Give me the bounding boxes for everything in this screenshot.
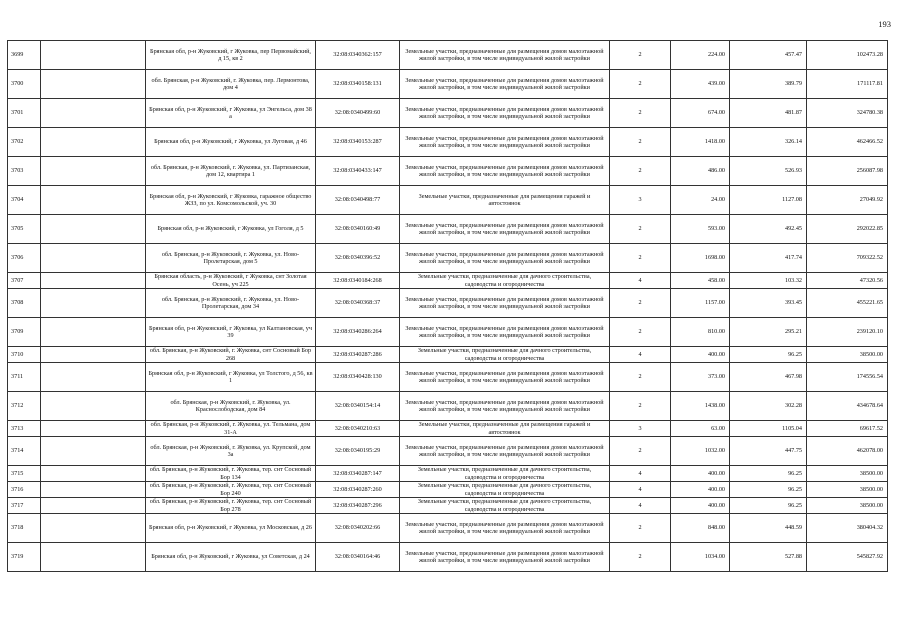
cadastral-value-cell: 239120.10 bbox=[807, 318, 888, 347]
cadastral-number-cell: 32:08:0340433:147 bbox=[316, 157, 400, 186]
land-purpose-cell: Земельные участки, предназначенные для размещения домов малоэтажной жилой застройки, в том числе индивидуальной жилой застройки bbox=[400, 99, 610, 128]
unit-value-cell: 1105.04 bbox=[730, 421, 807, 437]
blank-cell bbox=[41, 437, 146, 466]
blank-cell bbox=[41, 421, 146, 437]
group-cell: 2 bbox=[610, 289, 671, 318]
cadastral-value-cell: 292022.85 bbox=[807, 215, 888, 244]
blank-cell bbox=[41, 514, 146, 543]
group-cell: 4 bbox=[610, 273, 671, 289]
land-purpose-cell: Земельные участки, предназначенные для размещения домов малоэтажной жилой застройки, в том числе индивидуальной жилой застройки bbox=[400, 157, 610, 186]
blank-cell bbox=[41, 41, 146, 70]
area-cell: 848.00 bbox=[671, 514, 730, 543]
unit-value-cell: 492.45 bbox=[730, 215, 807, 244]
cadastral-number-cell: 32:08:0340368:37 bbox=[316, 289, 400, 318]
cadastral-number-cell: 32:08:0340210:63 bbox=[316, 421, 400, 437]
land-purpose-cell: Земельные участки, предназначенные для размещения домов малоэтажной жилой застройки, в том числе индивидуальной жилой застройки bbox=[400, 514, 610, 543]
blank-cell bbox=[41, 186, 146, 215]
unit-value-cell: 526.93 bbox=[730, 157, 807, 186]
area-cell: 1438.00 bbox=[671, 392, 730, 421]
unit-value-cell: 302.28 bbox=[730, 392, 807, 421]
table-row bbox=[8, 99, 888, 128]
area-cell: 439.00 bbox=[671, 70, 730, 99]
table-row bbox=[8, 543, 888, 572]
table-row bbox=[8, 273, 888, 289]
cadastral-value-cell: 462078.00 bbox=[807, 437, 888, 466]
cadastral-value-cell: 171117.81 bbox=[807, 70, 888, 99]
address-cell: обл. Брянская, р-н Жуковский, г. Жуковка, ул. Тельмана, дом 31-А bbox=[146, 421, 316, 437]
row-number: 3715 bbox=[8, 466, 41, 482]
cadastral-number-cell: 32:08:0340158:131 bbox=[316, 70, 400, 99]
group-cell: 2 bbox=[610, 215, 671, 244]
row-number: 3712 bbox=[8, 392, 41, 421]
address-cell: Брянская обл, р-н Жуковский, г Жуковка, гаражное общество ЖЗЗ, по ул. Комсомольской, уч. 30 bbox=[146, 186, 316, 215]
blank-cell bbox=[41, 466, 146, 482]
address-cell: обл. Брянская, р-н Жуковский, г. Жуковка, тер. снт Сосновый Бор 240 bbox=[146, 482, 316, 498]
row-number: 3709 bbox=[8, 318, 41, 347]
row-number: 3713 bbox=[8, 421, 41, 437]
area-cell: 1698.00 bbox=[671, 244, 730, 273]
land-purpose-cell: Земельные участки, предназначенные для дачного строительства, садоводства и огородничества bbox=[400, 498, 610, 514]
cadastral-number-cell: 32:08:0340362:157 bbox=[316, 41, 400, 70]
table-row bbox=[8, 128, 888, 157]
table-row bbox=[8, 347, 888, 363]
address-cell: обл. Брянская, р-н Жуковский, г. Жуковка, тер. снт Сосновый Бор 134 bbox=[146, 466, 316, 482]
area-cell: 400.00 bbox=[671, 466, 730, 482]
table-row bbox=[8, 215, 888, 244]
row-number: 3707 bbox=[8, 273, 41, 289]
group-cell: 2 bbox=[610, 437, 671, 466]
table-row bbox=[8, 421, 888, 437]
blank-cell bbox=[41, 498, 146, 514]
cadastral-number-cell: 32:08:0340428:130 bbox=[316, 363, 400, 392]
address-cell: Брянская обл, р-н Жуковский, г Жуковка, ул Луговая, д 46 bbox=[146, 128, 316, 157]
address-cell: обл. Брянская, р-н Жуковский, г. Жуковка, ул. Партизанская, дом 12, квартира 1 bbox=[146, 157, 316, 186]
group-cell: 4 bbox=[610, 482, 671, 498]
row-number: 3701 bbox=[8, 99, 41, 128]
row-number: 3704 bbox=[8, 186, 41, 215]
row-number: 3714 bbox=[8, 437, 41, 466]
row-number: 3705 bbox=[8, 215, 41, 244]
group-cell: 2 bbox=[610, 244, 671, 273]
land-purpose-cell: Земельные участки, предназначенные для дачного строительства, садоводства и огородничества bbox=[400, 273, 610, 289]
group-cell: 3 bbox=[610, 421, 671, 437]
table-row bbox=[8, 157, 888, 186]
cadastral-value-cell: 545827.92 bbox=[807, 543, 888, 572]
area-cell: 1032.00 bbox=[671, 437, 730, 466]
cadastral-number-cell: 32:08:0340287:296 bbox=[316, 498, 400, 514]
blank-cell bbox=[41, 273, 146, 289]
cadastral-number-cell: 32:08:0340195:29 bbox=[316, 437, 400, 466]
area-cell: 1157.00 bbox=[671, 289, 730, 318]
cadastral-number-cell: 32:08:0340286:264 bbox=[316, 318, 400, 347]
group-cell: 2 bbox=[610, 128, 671, 157]
land-purpose-cell: Земельные участки, предназначенные для размещения гаражей и автостоянок bbox=[400, 421, 610, 437]
land-purpose-cell: Земельные участки, предназначенные для размещения домов малоэтажной жилой застройки, в том числе индивидуальной жилой застройки bbox=[400, 70, 610, 99]
unit-value-cell: 417.74 bbox=[730, 244, 807, 273]
group-cell: 2 bbox=[610, 318, 671, 347]
address-cell: Брянская обл, р-н Жуковский, г Жуковка, ул Энгельса, дом 38 а bbox=[146, 99, 316, 128]
row-number: 3719 bbox=[8, 543, 41, 572]
cadastral-number-cell: 32:08:0340396:52 bbox=[316, 244, 400, 273]
cadastral-number-cell: 32:08:0340202:66 bbox=[316, 514, 400, 543]
area-cell: 810.00 bbox=[671, 318, 730, 347]
blank-cell bbox=[41, 482, 146, 498]
cadastral-value-cell: 102473.28 bbox=[807, 41, 888, 70]
unit-value-cell: 389.79 bbox=[730, 70, 807, 99]
group-cell: 2 bbox=[610, 157, 671, 186]
blank-cell bbox=[41, 70, 146, 99]
group-cell: 2 bbox=[610, 392, 671, 421]
address-cell: обл. Брянская, р-н Жуковский, г. Жуковка, ул. Краснослободская, дом 84 bbox=[146, 392, 316, 421]
cadastral-number-cell: 32:08:0340184:268 bbox=[316, 273, 400, 289]
area-cell: 400.00 bbox=[671, 347, 730, 363]
group-cell: 3 bbox=[610, 186, 671, 215]
area-cell: 400.00 bbox=[671, 482, 730, 498]
table-row bbox=[8, 41, 888, 70]
land-purpose-cell: Земельные участки, предназначенные для размещения домов малоэтажной жилой застройки, в том числе индивидуальной жилой застройки bbox=[400, 437, 610, 466]
area-cell: 486.00 bbox=[671, 157, 730, 186]
table-row bbox=[8, 289, 888, 318]
area-cell: 458.00 bbox=[671, 273, 730, 289]
address-cell: Брянская область, р-н Жуковский, г Жуковка, снт Золотая Осень, уч 225 bbox=[146, 273, 316, 289]
unit-value-cell: 527.88 bbox=[730, 543, 807, 572]
table-row bbox=[8, 244, 888, 273]
cadastral-number-cell: 32:08:0340287:260 bbox=[316, 482, 400, 498]
table-body bbox=[8, 41, 888, 572]
area-cell: 674.00 bbox=[671, 99, 730, 128]
cadastral-number-cell: 32:08:0340287:286 bbox=[316, 347, 400, 363]
cadastral-value-cell: 27049.92 bbox=[807, 186, 888, 215]
cadastral-value-cell: 709322.52 bbox=[807, 244, 888, 273]
address-cell: обл. Брянская, р-н Жуковский, г. Жуковка, пер. Лермонтова, дом 4 bbox=[146, 70, 316, 99]
area-cell: 373.00 bbox=[671, 363, 730, 392]
cadastral-number-cell: 32:08:0340154:14 bbox=[316, 392, 400, 421]
area-cell: 1418.00 bbox=[671, 128, 730, 157]
cadastral-value-cell: 462466.52 bbox=[807, 128, 888, 157]
row-number: 3717 bbox=[8, 498, 41, 514]
cadastral-value-cell: 38500.00 bbox=[807, 498, 888, 514]
blank-cell bbox=[41, 128, 146, 157]
cadastral-value-cell: 47320.56 bbox=[807, 273, 888, 289]
land-purpose-cell: Земельные участки, предназначенные для дачного строительства, садоводства и огородничества bbox=[400, 482, 610, 498]
table-row bbox=[8, 186, 888, 215]
group-cell: 2 bbox=[610, 543, 671, 572]
address-cell: Брянская обл, р-н Жуковский, г Жуковка, ул Московская, д 26 bbox=[146, 514, 316, 543]
address-cell: Брянская обл, р-н Жуковский, г Жуковка, ул Калтановская, уч 39 bbox=[146, 318, 316, 347]
table-row bbox=[8, 70, 888, 99]
unit-value-cell: 481.87 bbox=[730, 99, 807, 128]
group-cell: 2 bbox=[610, 99, 671, 128]
unit-value-cell: 96.25 bbox=[730, 347, 807, 363]
table-row bbox=[8, 318, 888, 347]
cadastral-value-cell: 256087.98 bbox=[807, 157, 888, 186]
row-number: 3710 bbox=[8, 347, 41, 363]
land-purpose-cell: Земельные участки, предназначенные для дачного строительства, садоводства и огородничества bbox=[400, 466, 610, 482]
cadastral-number-cell: 32:08:0340498:77 bbox=[316, 186, 400, 215]
unit-value-cell: 467.98 bbox=[730, 363, 807, 392]
address-cell: обл. Брянская, р-н Жуковский, г. Жуковка, ул. Крупской, дом 3а bbox=[146, 437, 316, 466]
land-purpose-cell: Земельные участки, предназначенные для размещения домов малоэтажной жилой застройки, в том числе индивидуальной жилой застройки bbox=[400, 215, 610, 244]
cadastral-number-cell: 32:08:0340499:60 bbox=[316, 99, 400, 128]
blank-cell bbox=[41, 215, 146, 244]
table-row bbox=[8, 363, 888, 392]
unit-value-cell: 447.75 bbox=[730, 437, 807, 466]
group-cell: 4 bbox=[610, 347, 671, 363]
address-cell: обл. Брянская, р-н Жуковский, г. Жуковка, тер. снт Сосновый Бор 278 bbox=[146, 498, 316, 514]
address-cell: обл. Брянская, р-н Жуковский, г. Жуковка, ул. Ново-Пролетарская, дом 5 bbox=[146, 244, 316, 273]
cadastral-value-cell: 434678.64 bbox=[807, 392, 888, 421]
table-row bbox=[8, 514, 888, 543]
unit-value-cell: 103.32 bbox=[730, 273, 807, 289]
land-cadastral-table bbox=[7, 40, 888, 572]
row-number: 3699 bbox=[8, 41, 41, 70]
address-cell: Брянская обл, р-н Жуковский, г Жуковка, ул Советская, д 24 bbox=[146, 543, 316, 572]
address-cell: обл. Брянская, р-н Жуковский, г. Жуковка, снт Сосновый Бор 268 bbox=[146, 347, 316, 363]
cadastral-number-cell: 32:08:0340160:49 bbox=[316, 215, 400, 244]
cadastral-number-cell: 32:08:0340153:287 bbox=[316, 128, 400, 157]
group-cell: 4 bbox=[610, 466, 671, 482]
unit-value-cell: 448.59 bbox=[730, 514, 807, 543]
unit-value-cell: 1127.08 bbox=[730, 186, 807, 215]
area-cell: 224.00 bbox=[671, 41, 730, 70]
cadastral-value-cell: 380404.32 bbox=[807, 514, 888, 543]
group-cell: 2 bbox=[610, 70, 671, 99]
blank-cell bbox=[41, 543, 146, 572]
table-row bbox=[8, 392, 888, 421]
land-purpose-cell: Земельные участки, предназначенные для размещения домов малоэтажной жилой застройки, в том числе индивидуальной жилой застройки bbox=[400, 128, 610, 157]
area-cell: 1034.00 bbox=[671, 543, 730, 572]
group-cell: 2 bbox=[610, 514, 671, 543]
group-cell: 2 bbox=[610, 363, 671, 392]
row-number: 3708 bbox=[8, 289, 41, 318]
row-number: 3718 bbox=[8, 514, 41, 543]
unit-value-cell: 326.14 bbox=[730, 128, 807, 157]
table-row bbox=[8, 482, 888, 498]
group-cell: 4 bbox=[610, 498, 671, 514]
land-purpose-cell: Земельные участки, предназначенные для размещения домов малоэтажной жилой застройки, в том числе индивидуальной жилой застройки bbox=[400, 318, 610, 347]
row-number: 3716 bbox=[8, 482, 41, 498]
cadastral-value-cell: 455221.65 bbox=[807, 289, 888, 318]
cadastral-number-cell: 32:08:0340164:46 bbox=[316, 543, 400, 572]
unit-value-cell: 457.47 bbox=[730, 41, 807, 70]
area-cell: 63.00 bbox=[671, 421, 730, 437]
row-number: 3700 bbox=[8, 70, 41, 99]
land-purpose-cell: Земельные участки, предназначенные для размещения домов малоэтажной жилой застройки, в том числе индивидуальной жилой застройки bbox=[400, 244, 610, 273]
area-cell: 593.00 bbox=[671, 215, 730, 244]
land-purpose-cell: Земельные участки, предназначенные для размещения домов малоэтажной жилой застройки, в том числе индивидуальной жилой застройки bbox=[400, 543, 610, 572]
cadastral-value-cell: 38500.00 bbox=[807, 347, 888, 363]
table-row bbox=[8, 437, 888, 466]
cadastral-number-cell: 32:08:0340287:147 bbox=[316, 466, 400, 482]
blank-cell bbox=[41, 347, 146, 363]
blank-cell bbox=[41, 244, 146, 273]
blank-cell bbox=[41, 318, 146, 347]
address-cell: Брянская обл, р-н Жуковский, г Жуковка, пер Первомайский, д 15, кв 2 bbox=[146, 41, 316, 70]
cadastral-value-cell: 174556.54 bbox=[807, 363, 888, 392]
unit-value-cell: 96.25 bbox=[730, 466, 807, 482]
address-cell: обл. Брянская, р-н Жуковский, г. Жуковка, ул. Ново-Пролетарская, дом 34 bbox=[146, 289, 316, 318]
unit-value-cell: 96.25 bbox=[730, 498, 807, 514]
blank-cell bbox=[41, 157, 146, 186]
blank-cell bbox=[41, 99, 146, 128]
land-purpose-cell: Земельные участки, предназначенные для размещения домов малоэтажной жилой застройки, в том числе индивидуальной жилой застройки bbox=[400, 41, 610, 70]
table-row bbox=[8, 466, 888, 482]
row-number: 3711 bbox=[8, 363, 41, 392]
cadastral-value-cell: 69617.52 bbox=[807, 421, 888, 437]
area-cell: 400.00 bbox=[671, 498, 730, 514]
land-purpose-cell: Земельные участки, предназначенные для размещения домов малоэтажной жилой застройки, в том числе индивидуальной жилой застройки bbox=[400, 289, 610, 318]
cadastral-value-cell: 38500.00 bbox=[807, 466, 888, 482]
unit-value-cell: 295.21 bbox=[730, 318, 807, 347]
cadastral-value-cell: 38500.00 bbox=[807, 482, 888, 498]
unit-value-cell: 96.25 bbox=[730, 482, 807, 498]
area-cell: 24.00 bbox=[671, 186, 730, 215]
group-cell: 2 bbox=[610, 41, 671, 70]
land-purpose-cell: Земельные участки, предназначенные для дачного строительства, садоводства и огородничества bbox=[400, 347, 610, 363]
address-cell: Брянская обл, р-н Жуковский, г Жуковка, ул Толстого, д 56, кв 1 bbox=[146, 363, 316, 392]
blank-cell bbox=[41, 289, 146, 318]
unit-value-cell: 393.45 bbox=[730, 289, 807, 318]
land-purpose-cell: Земельные участки, предназначенные для размещения домов малоэтажной жилой застройки, в том числе индивидуальной жилой застройки bbox=[400, 392, 610, 421]
page-number: 193 bbox=[878, 19, 891, 29]
cadastral-value-cell: 324780.38 bbox=[807, 99, 888, 128]
blank-cell bbox=[41, 392, 146, 421]
row-number: 3706 bbox=[8, 244, 41, 273]
land-purpose-cell: Земельные участки, предназначенные для размещения домов малоэтажной жилой застройки, в том числе индивидуальной жилой застройки bbox=[400, 363, 610, 392]
address-cell: Брянская обл, р-н Жуковский, г Жуковка, ул Гоголя, д 5 bbox=[146, 215, 316, 244]
row-number: 3702 bbox=[8, 128, 41, 157]
table-row bbox=[8, 498, 888, 514]
land-purpose-cell: Земельные участки, предназначенные для размещения гаражей и автостоянок bbox=[400, 186, 610, 215]
blank-cell bbox=[41, 363, 146, 392]
row-number: 3703 bbox=[8, 157, 41, 186]
